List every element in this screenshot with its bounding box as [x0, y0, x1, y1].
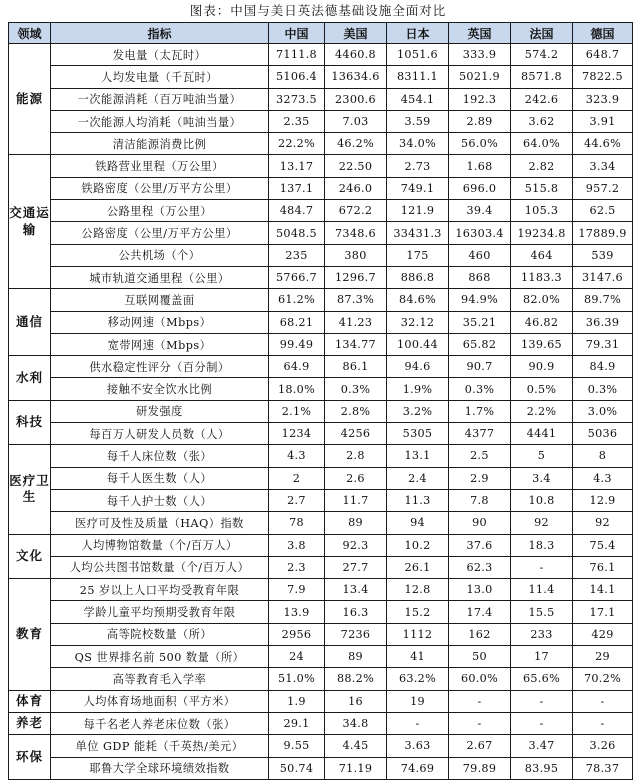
value-cell-france: 2.82 — [511, 155, 573, 177]
value-cell-uk: 79.89 — [449, 757, 511, 780]
value-cell-china: 484.7 — [269, 200, 325, 222]
indicator-cell: 25 岁以上人口平均受教育年限 — [51, 579, 269, 601]
value-cell-germany: 78.37 — [573, 757, 633, 780]
domain-cell: 环保 — [9, 735, 51, 780]
value-cell-china: 64.9 — [269, 356, 325, 378]
header-indicator: 指标 — [51, 23, 269, 44]
value-cell-china: 3273.5 — [269, 88, 325, 110]
value-cell-china: 68.21 — [269, 311, 325, 333]
value-cell-france: 65.6% — [511, 668, 573, 690]
value-cell-germany: 323.9 — [573, 88, 633, 110]
value-cell-japan: 121.9 — [387, 200, 449, 222]
value-cell-china: 2.35 — [269, 110, 325, 132]
value-cell-japan: 8311.1 — [387, 66, 449, 88]
value-cell-japan: 749.1 — [387, 177, 449, 199]
value-cell-germany: 29 — [573, 646, 633, 668]
header-france: 法国 — [511, 23, 573, 44]
indicator-cell: QS 世界排名前 500 数量（所） — [51, 646, 269, 668]
value-cell-japan: 15.2 — [387, 601, 449, 623]
value-cell-germany: 62.5 — [573, 200, 633, 222]
value-cell-japan: 454.1 — [387, 88, 449, 110]
value-cell-usa: 11.7 — [325, 489, 387, 511]
value-cell-china: 5766.7 — [269, 266, 325, 288]
indicator-cell: 每千人医生数（人） — [51, 467, 269, 489]
value-cell-china: 2.7 — [269, 489, 325, 511]
table-row — [9, 601, 633, 623]
value-cell-uk: 162 — [449, 623, 511, 645]
table-row — [9, 646, 633, 668]
value-cell-france: 82.0% — [511, 289, 573, 311]
value-cell-uk: 4377 — [449, 423, 511, 445]
value-cell-japan: 100.44 — [387, 333, 449, 355]
value-cell-france: 464 — [511, 244, 573, 266]
domain-cell: 交通运输 — [9, 155, 51, 289]
value-cell-france: 11.4 — [511, 579, 573, 601]
value-cell-uk: 1.7% — [449, 400, 511, 422]
value-cell-usa: 7348.6 — [325, 222, 387, 244]
value-cell-usa: 7236 — [325, 623, 387, 645]
value-cell-germany: 3147.6 — [573, 266, 633, 288]
value-cell-china: 9.55 — [269, 735, 325, 757]
value-cell-china: 1.9 — [269, 690, 325, 712]
value-cell-uk: 90 — [449, 512, 511, 534]
value-cell-uk: 65.82 — [449, 333, 511, 355]
value-cell-usa: 2.6 — [325, 467, 387, 489]
value-cell-china: 22.2% — [269, 133, 325, 155]
value-cell-china: 4.3 — [269, 445, 325, 467]
table-row — [9, 378, 633, 400]
value-cell-germany: 17.1 — [573, 601, 633, 623]
value-cell-japan: 10.2 — [387, 534, 449, 556]
value-cell-usa: 4256 — [325, 423, 387, 445]
value-cell-japan: 41 — [387, 646, 449, 668]
value-cell-uk: - — [449, 712, 511, 734]
value-cell-france: 574.2 — [511, 44, 573, 66]
value-cell-china: 7.9 — [269, 579, 325, 601]
value-cell-france: 18.3 — [511, 534, 573, 556]
value-cell-uk: 333.9 — [449, 44, 511, 66]
value-cell-china: 61.2% — [269, 289, 325, 311]
value-cell-germany: 70.2% — [573, 668, 633, 690]
indicator-cell: 学龄儿童平均预期受教育年限 — [51, 601, 269, 623]
value-cell-uk: 696.0 — [449, 177, 511, 199]
value-cell-china: 51.0% — [269, 668, 325, 690]
indicator-cell: 每千人床位数（张） — [51, 445, 269, 467]
value-cell-germany: 14.1 — [573, 579, 633, 601]
value-cell-germany: 76.1 — [573, 556, 633, 578]
value-cell-japan: 3.59 — [387, 110, 449, 132]
value-cell-usa: 16 — [325, 690, 387, 712]
value-cell-germany: 5036 — [573, 423, 633, 445]
value-cell-france: 64.0% — [511, 133, 573, 155]
comparison-table — [8, 22, 633, 780]
value-cell-uk: 192.3 — [449, 88, 511, 110]
value-cell-japan: 74.69 — [387, 757, 449, 780]
value-cell-japan: 886.8 — [387, 266, 449, 288]
indicator-cell: 高等教育毛入学率 — [51, 668, 269, 690]
value-cell-germany: 7822.5 — [573, 66, 633, 88]
indicator-cell: 一次能源消耗（百万吨油当量） — [51, 88, 269, 110]
value-cell-china: 29.1 — [269, 712, 325, 734]
value-cell-japan: 19 — [387, 690, 449, 712]
table-row — [9, 534, 633, 556]
indicator-cell: 供水稳定性评分（百分制） — [51, 356, 269, 378]
table-row — [9, 311, 633, 333]
table-row — [9, 712, 633, 734]
value-cell-france: 139.65 — [511, 333, 573, 355]
table-row — [9, 44, 633, 66]
value-cell-usa: 89 — [325, 512, 387, 534]
value-cell-china: 50.74 — [269, 757, 325, 780]
table-row — [9, 579, 633, 601]
table-row — [9, 757, 633, 780]
domain-cell: 文化 — [9, 534, 51, 579]
value-cell-japan: 34.0% — [387, 133, 449, 155]
indicator-cell: 公路里程（万公里） — [51, 200, 269, 222]
value-cell-usa: 672.2 — [325, 200, 387, 222]
domain-cell: 体育 — [9, 690, 51, 712]
value-cell-uk: 0.3% — [449, 378, 511, 400]
value-cell-france: 242.6 — [511, 88, 573, 110]
value-cell-france: 4441 — [511, 423, 573, 445]
value-cell-china: 24 — [269, 646, 325, 668]
value-cell-japan: 175 — [387, 244, 449, 266]
value-cell-usa: 380 — [325, 244, 387, 266]
value-cell-china: 13.9 — [269, 601, 325, 623]
value-cell-china: 5048.5 — [269, 222, 325, 244]
table-row — [9, 266, 633, 288]
value-cell-france: 3.62 — [511, 110, 573, 132]
value-cell-germany: 539 — [573, 244, 633, 266]
header-row — [9, 23, 633, 44]
value-cell-france: 0.5% — [511, 378, 573, 400]
table-caption: 图表：中国与美日英法德基础设施全面对比 — [189, 3, 447, 18]
value-cell-uk: 50 — [449, 646, 511, 668]
value-cell-china: 99.49 — [269, 333, 325, 355]
value-cell-japan: 94 — [387, 512, 449, 534]
domain-cell: 科技 — [9, 400, 51, 445]
value-cell-france: 19234.8 — [511, 222, 573, 244]
indicator-cell: 人均公共图书馆数量（个/百万人） — [51, 556, 269, 578]
value-cell-japan: 63.2% — [387, 668, 449, 690]
value-cell-france: 2.2% — [511, 400, 573, 422]
value-cell-germany: 0.3% — [573, 378, 633, 400]
value-cell-china: 2 — [269, 467, 325, 489]
value-cell-germany: 3.26 — [573, 735, 633, 757]
indicator-cell: 公路密度（公里/万平方公里） — [51, 222, 269, 244]
indicator-cell: 单位 GDP 能耗（千英热/美元） — [51, 735, 269, 757]
header-usa: 美国 — [325, 23, 387, 44]
indicator-cell: 研发强度 — [51, 400, 269, 422]
value-cell-usa: 13634.6 — [325, 66, 387, 88]
value-cell-germany: 84.9 — [573, 356, 633, 378]
value-cell-germany: 89.7% — [573, 289, 633, 311]
value-cell-usa: 7.03 — [325, 110, 387, 132]
value-cell-china: 2956 — [269, 623, 325, 645]
value-cell-usa: 22.50 — [325, 155, 387, 177]
value-cell-usa: 71.19 — [325, 757, 387, 780]
value-cell-france: 3.47 — [511, 735, 573, 757]
value-cell-france: - — [511, 690, 573, 712]
value-cell-usa: 13.4 — [325, 579, 387, 601]
indicator-cell: 接触不安全饮水比例 — [51, 378, 269, 400]
table-row — [9, 668, 633, 690]
value-cell-japan: 13.1 — [387, 445, 449, 467]
indicator-cell: 清洁能源消费比例 — [51, 133, 269, 155]
domain-cell: 养老 — [9, 712, 51, 734]
value-cell-uk: 35.21 — [449, 311, 511, 333]
value-cell-germany: 75.4 — [573, 534, 633, 556]
value-cell-japan: 2.4 — [387, 467, 449, 489]
value-cell-france: 1183.3 — [511, 266, 573, 288]
table-row — [9, 400, 633, 422]
value-cell-uk: - — [449, 690, 511, 712]
indicator-cell: 每千名老人养老床位数（张） — [51, 712, 269, 734]
table-row — [9, 289, 633, 311]
value-cell-usa: 2.8 — [325, 445, 387, 467]
value-cell-china: 235 — [269, 244, 325, 266]
table-row — [9, 623, 633, 645]
value-cell-uk: 90.7 — [449, 356, 511, 378]
value-cell-germany: 12.9 — [573, 489, 633, 511]
value-cell-france: 17 — [511, 646, 573, 668]
domain-cell: 教育 — [9, 579, 51, 690]
value-cell-china: 18.0% — [269, 378, 325, 400]
value-cell-uk: 39.4 — [449, 200, 511, 222]
value-cell-japan: 94.6 — [387, 356, 449, 378]
value-cell-uk: 460 — [449, 244, 511, 266]
value-cell-germany: - — [573, 690, 633, 712]
value-cell-germany: 92 — [573, 512, 633, 534]
indicator-cell: 人均发电量（千瓦时） — [51, 66, 269, 88]
value-cell-china: 13.17 — [269, 155, 325, 177]
value-cell-uk: 13.0 — [449, 579, 511, 601]
table-row — [9, 467, 633, 489]
table-row — [9, 333, 633, 355]
value-cell-usa: 4.45 — [325, 735, 387, 757]
value-cell-china: 7111.8 — [269, 44, 325, 66]
value-cell-japan: - — [387, 712, 449, 734]
value-cell-uk: 17.4 — [449, 601, 511, 623]
value-cell-germany: 957.2 — [573, 177, 633, 199]
value-cell-japan: 3.63 — [387, 735, 449, 757]
header-japan: 日本 — [387, 23, 449, 44]
value-cell-japan: 33431.3 — [387, 222, 449, 244]
value-cell-japan: 12.8 — [387, 579, 449, 601]
header-uk: 英国 — [449, 23, 511, 44]
table-row — [9, 88, 633, 110]
indicator-cell: 公共机场（个） — [51, 244, 269, 266]
table-row — [9, 110, 633, 132]
indicator-cell: 铁路密度（公里/万平方公里） — [51, 177, 269, 199]
value-cell-usa: 134.77 — [325, 333, 387, 355]
value-cell-china: 2.1% — [269, 400, 325, 422]
table-row — [9, 690, 633, 712]
value-cell-uk: 7.8 — [449, 489, 511, 511]
value-cell-france: 515.8 — [511, 177, 573, 199]
indicator-cell: 耶鲁大学全球环境绩效指数 — [51, 757, 269, 780]
value-cell-japan: 84.6% — [387, 289, 449, 311]
value-cell-usa: 16.3 — [325, 601, 387, 623]
header-germany: 德国 — [573, 23, 633, 44]
value-cell-china: 1234 — [269, 423, 325, 445]
value-cell-germany: 429 — [573, 623, 633, 645]
value-cell-japan: 11.3 — [387, 489, 449, 511]
value-cell-uk: 1.68 — [449, 155, 511, 177]
value-cell-usa: 246.0 — [325, 177, 387, 199]
indicator-cell: 移动网速（Mbps） — [51, 311, 269, 333]
value-cell-china: 3.8 — [269, 534, 325, 556]
value-cell-japan: 3.2% — [387, 400, 449, 422]
table-row — [9, 133, 633, 155]
value-cell-usa: 41.23 — [325, 311, 387, 333]
value-cell-france: 5 — [511, 445, 573, 467]
indicator-cell: 医疗可及性及质量（HAQ）指数 — [51, 512, 269, 534]
table-row — [9, 66, 633, 88]
value-cell-uk: 2.89 — [449, 110, 511, 132]
domain-cell: 医疗卫生 — [9, 445, 51, 534]
indicator-cell: 每千人护士数（人） — [51, 489, 269, 511]
value-cell-usa: 2.8% — [325, 400, 387, 422]
value-cell-usa: 2300.6 — [325, 88, 387, 110]
table-row — [9, 222, 633, 244]
value-cell-usa: 0.3% — [325, 378, 387, 400]
value-cell-germany: 3.0% — [573, 400, 633, 422]
indicator-cell: 高等院校数量（所） — [51, 623, 269, 645]
value-cell-japan: 26.1 — [387, 556, 449, 578]
value-cell-china: 78 — [269, 512, 325, 534]
value-cell-usa: 27.7 — [325, 556, 387, 578]
indicator-cell: 每百万人研发人员数（人） — [51, 423, 269, 445]
table-row — [9, 155, 633, 177]
value-cell-germany: - — [573, 712, 633, 734]
indicator-cell: 铁路营业里程（万公里） — [51, 155, 269, 177]
value-cell-germany: 79.31 — [573, 333, 633, 355]
value-cell-uk: 2.67 — [449, 735, 511, 757]
table-row — [9, 423, 633, 445]
value-cell-france: 83.95 — [511, 757, 573, 780]
value-cell-uk: 2.5 — [449, 445, 511, 467]
value-cell-germany: 3.34 — [573, 155, 633, 177]
domain-cell: 能源 — [9, 44, 51, 155]
value-cell-japan: 2.73 — [387, 155, 449, 177]
header-china: 中国 — [269, 23, 325, 44]
value-cell-usa: 46.2% — [325, 133, 387, 155]
value-cell-france: 105.3 — [511, 200, 573, 222]
value-cell-uk: 2.9 — [449, 467, 511, 489]
table-row — [9, 489, 633, 511]
value-cell-france: 233 — [511, 623, 573, 645]
value-cell-france: 92 — [511, 512, 573, 534]
indicator-cell: 互联网覆盖面 — [51, 289, 269, 311]
value-cell-germany: 648.7 — [573, 44, 633, 66]
value-cell-japan: 1112 — [387, 623, 449, 645]
value-cell-usa: 92.3 — [325, 534, 387, 556]
table-body — [9, 44, 633, 780]
indicator-cell: 一次能源人均消耗（吨油当量） — [51, 110, 269, 132]
value-cell-uk: 56.0% — [449, 133, 511, 155]
value-cell-germany: 44.6% — [573, 133, 633, 155]
value-cell-uk: 37.6 — [449, 534, 511, 556]
value-cell-uk: 62.3 — [449, 556, 511, 578]
value-cell-france: 90.9 — [511, 356, 573, 378]
value-cell-uk: 868 — [449, 266, 511, 288]
header-domain: 领域 — [9, 23, 51, 44]
value-cell-usa: 88.2% — [325, 668, 387, 690]
table-row — [9, 512, 633, 534]
table-row — [9, 200, 633, 222]
value-cell-germany: 36.39 — [573, 311, 633, 333]
value-cell-germany: 3.91 — [573, 110, 633, 132]
value-cell-japan: 32.12 — [387, 311, 449, 333]
value-cell-france: 10.8 — [511, 489, 573, 511]
value-cell-france: 3.4 — [511, 467, 573, 489]
table-row — [9, 177, 633, 199]
value-cell-france: - — [511, 556, 573, 578]
indicator-cell: 宽带网速（Mbps） — [51, 333, 269, 355]
value-cell-china: 5106.4 — [269, 66, 325, 88]
value-cell-uk: 60.0% — [449, 668, 511, 690]
indicator-cell: 人均博物馆数量（个/百万人） — [51, 534, 269, 556]
value-cell-usa: 34.8 — [325, 712, 387, 734]
value-cell-france: - — [511, 712, 573, 734]
value-cell-germany: 17889.9 — [573, 222, 633, 244]
value-cell-japan: 1.9% — [387, 378, 449, 400]
value-cell-usa: 89 — [325, 646, 387, 668]
value-cell-germany: 8 — [573, 445, 633, 467]
table-row — [9, 356, 633, 378]
value-cell-france: 46.82 — [511, 311, 573, 333]
table-row — [9, 735, 633, 757]
value-cell-usa: 1296.7 — [325, 266, 387, 288]
value-cell-france: 15.5 — [511, 601, 573, 623]
domain-cell: 通信 — [9, 289, 51, 356]
value-cell-uk: 94.9% — [449, 289, 511, 311]
table-row — [9, 244, 633, 266]
indicator-cell: 城市轨道交通里程（公里） — [51, 266, 269, 288]
value-cell-germany: 4.3 — [573, 467, 633, 489]
value-cell-japan: 5305 — [387, 423, 449, 445]
value-cell-france: 8571.8 — [511, 66, 573, 88]
value-cell-usa: 87.3% — [325, 289, 387, 311]
value-cell-china: 137.1 — [269, 177, 325, 199]
table-row — [9, 445, 633, 467]
value-cell-china: 2.3 — [269, 556, 325, 578]
value-cell-japan: 1051.6 — [387, 44, 449, 66]
indicator-cell: 人均体育场地面积（平方米） — [51, 690, 269, 712]
value-cell-usa: 4460.8 — [325, 44, 387, 66]
table-row — [9, 556, 633, 578]
domain-cell: 水利 — [9, 356, 51, 401]
value-cell-uk: 5021.9 — [449, 66, 511, 88]
value-cell-usa: 86.1 — [325, 356, 387, 378]
indicator-cell: 发电量（太瓦时） — [51, 44, 269, 66]
value-cell-uk: 16303.4 — [449, 222, 511, 244]
